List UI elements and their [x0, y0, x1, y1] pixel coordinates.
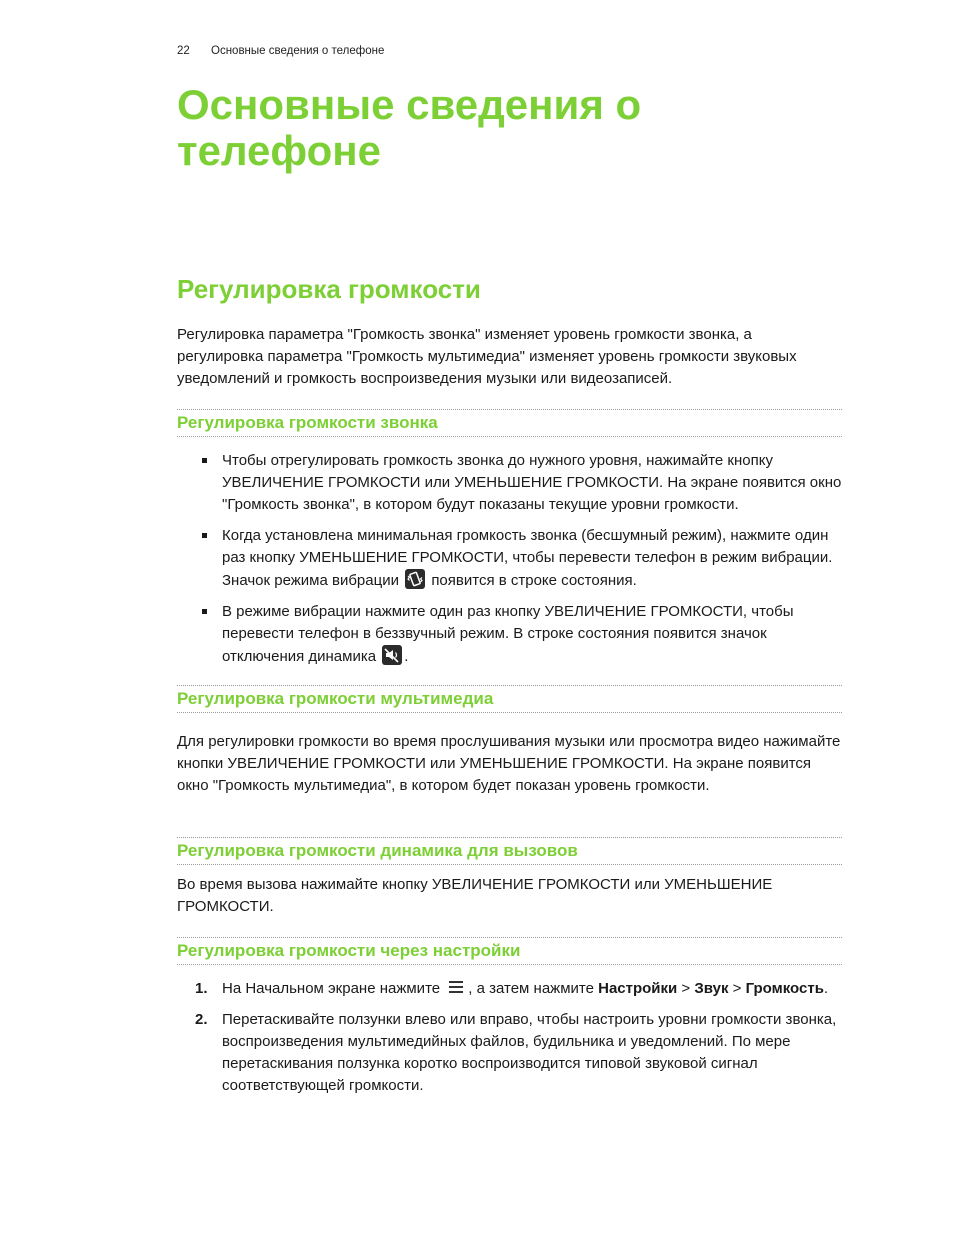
- list-item-text: В режиме вибрации нажмите один раз кнопку УВЕЛИЧЕНИЕ ГРОМКОСТИ, чтобы перевести телефон в беззвучный режим. В строке состояния появится значок отключения динамика: [222, 603, 794, 665]
- section-title: Регулировка громкости: [177, 274, 481, 304]
- subsection-ringer-heading: [177, 409, 842, 437]
- earpiece-paragraph: Во время вызова нажимайте кнопку УВЕЛИЧЕНИЕ ГРОМКОСТИ или УМЕНЬШЕНИЕ ГРОМКОСТИ.: [177, 876, 773, 915]
- page-number: 22: [177, 45, 190, 57]
- step-number: 1.: [195, 980, 208, 997]
- menu-icon: [447, 978, 465, 996]
- list-item: [177, 601, 842, 668]
- list-item-text: .: [404, 648, 409, 665]
- list-item: [177, 978, 842, 1000]
- path-separator: >: [681, 980, 691, 997]
- ui-path-settings: Настройки: [598, 980, 678, 997]
- media-paragraph: Для регулировки громкости во время прослушивания музыки или просмотра видео нажимайте кнопки УВЕЛИЧЕНИЕ ГРОМКОСТИ или УМЕНЬШЕНИЕ ГРОМКОСТИ. На экране появится окно "Громкость мультимедиа", в котором будет показан уровень громкости.: [177, 733, 841, 794]
- list-item-text: появится в строке состояния.: [431, 572, 637, 589]
- subsection-settings-heading: [177, 937, 842, 965]
- ui-path-sound: Звук: [694, 980, 729, 997]
- step-text: , а затем нажмите: [468, 980, 594, 997]
- speaker-off-icon: [382, 645, 402, 665]
- running-title: Основные сведения о телефоне: [211, 45, 385, 57]
- step-text: .: [823, 980, 829, 997]
- ui-path-volume: Громкость: [745, 980, 824, 997]
- step-number: 2.: [195, 1011, 208, 1028]
- path-separator: >: [732, 980, 742, 997]
- subsection-title: Регулировка громкости звонка: [177, 413, 438, 432]
- settings-steps-list: [177, 978, 842, 1106]
- subsection-media-heading: [177, 685, 842, 713]
- subsection-earpiece-heading: [177, 837, 842, 865]
- subsection-title: Регулировка громкости мультимедиа: [177, 689, 494, 708]
- list-item: [177, 525, 842, 592]
- subsection-title: Регулировка громкости динамика для вызовов: [177, 841, 578, 860]
- list-item-text: Чтобы отрегулировать громкость звонка до нужного уровня, нажимайте кнопку УВЕЛИЧЕНИЕ ГРОМКОСТИ или УМЕНЬШЕНИЕ ГРОМКОСТИ. На экране появится окно "Громкость звонка", в котором будут показаны текущие уровни громкости.: [222, 452, 842, 513]
- ringer-bullet-list: [177, 450, 842, 677]
- subsection-title: Регулировка громкости через настройки: [177, 941, 521, 960]
- list-item: [177, 1009, 842, 1097]
- chapter-title: Основные сведения о телефоне: [177, 81, 642, 174]
- vibrate-icon: [405, 569, 425, 589]
- step-text: На Начальном экране нажмите: [222, 980, 441, 997]
- intro-paragraph: Регулировка параметра "Громкость звонка" изменяет уровень громкости звонка, а регулировка параметра "Громкость мультимедиа" изменяет уровень громкости звуковых уведомлений и громкость воспроизведения музыки или видеозаписей.: [177, 326, 797, 387]
- list-item: [177, 450, 842, 516]
- running-header: [177, 45, 384, 57]
- step-text: Перетаскивайте ползунки влево или вправо, чтобы настроить уровни громкости звонка, воспроизведения мультимедийных файлов, будильника и уведомлений. По мере перетаскивания ползунка коротко воспроизводится типовой звуковой сигнал соответствующей громкости.: [222, 1011, 837, 1094]
- list-item-text: Когда установлена минимальная громкость звонка (бесшумный режим), нажмите один раз кнопку УМЕНЬШЕНИЕ ГРОМКОСТИ, чтобы перевести телефон в режим вибрации. Значок режима вибрации: [222, 527, 833, 589]
